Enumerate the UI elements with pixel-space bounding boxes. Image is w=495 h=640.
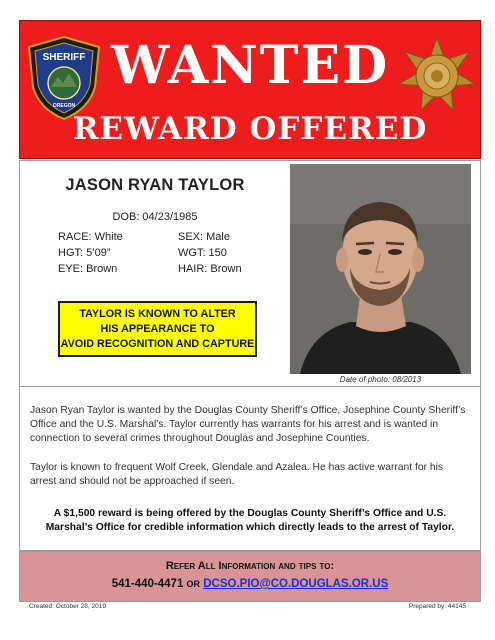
tips-contact-box: [19, 551, 481, 602]
subject-facts-right: [178, 229, 242, 277]
tips-phone-number[interactable]: 541-440-4471: [111, 578, 184, 590]
tips-email-link[interactable]: DCSO.PIO@CO.DOUGLAS.OR.US: [203, 578, 389, 590]
subject-hair: HAIR: Brown: [178, 263, 242, 275]
notice-line-2: HIS APPEARANCE TO: [100, 322, 215, 335]
footer-created-date: Created: October 28, 2019: [29, 603, 106, 610]
subject-facts-left: [58, 229, 123, 277]
tips-or-separator: OR: [186, 579, 201, 589]
reward-offered-subtitle: REWARD OFFERED: [72, 111, 428, 147]
wanted-title: WANTED: [110, 35, 390, 96]
notice-line-3: AVOID RECOGNITION AND CAPTURE: [60, 337, 255, 350]
tips-heading: Refer All Information and tips to:: [165, 560, 335, 572]
subject-height: HGT: 5’09”: [58, 247, 111, 259]
svg-text:OREGON: OREGON: [52, 103, 76, 109]
subject-weight: WGT: 150: [178, 247, 227, 259]
footer-prepared-by: Prepared by: 44145: [408, 603, 466, 610]
sheriff-star-badge-icon: [397, 36, 477, 116]
subject-name: JASON RYAN TAYLOR: [65, 176, 245, 194]
description-panel: [19, 387, 481, 551]
subject-eye: EYE: Brown: [58, 263, 118, 275]
tips-contact-line: [20, 578, 480, 590]
subject-race: RACE: White: [58, 231, 123, 243]
svg-text:SHERIFF: SHERIFF: [42, 52, 86, 63]
description-paragraph-1: Jason Ryan Taylor is wanted by the Douglas County Sheriff’s Office, Josephine County Sheriff’s Office and the U.S. Marshal’s. Taylor currently has warrants for his arrest and is wanted in connection to several crimes throughout Douglas and Josephine Counties.: [30, 405, 466, 444]
reward-paragraph: A $1,500 reward is being offered by the Douglas County Sheriff’s Office and U.S. Marshal’s Office for credible information which directly leads to the arrest of Taylor.: [45, 508, 455, 533]
mugshot-photo-icon: [290, 164, 471, 374]
appearance-warning-notice: [58, 301, 257, 357]
subject-info-panel: [19, 160, 481, 387]
subject-sex: SEX: Male: [178, 231, 230, 243]
notice-line-1: TAYLOR IS KNOWN TO ALTER: [79, 307, 236, 320]
photo-caption: Date of photo: 08/2013: [339, 375, 422, 384]
subject-dob: DOB: 04/23/1985: [112, 211, 198, 223]
wanted-header-banner: [19, 20, 481, 159]
description-paragraph-2: Taylor is known to frequent Wolf Creek, Glendale and Azalea. He has active warrant for his arrest and should not be approached if seen.: [30, 462, 444, 487]
